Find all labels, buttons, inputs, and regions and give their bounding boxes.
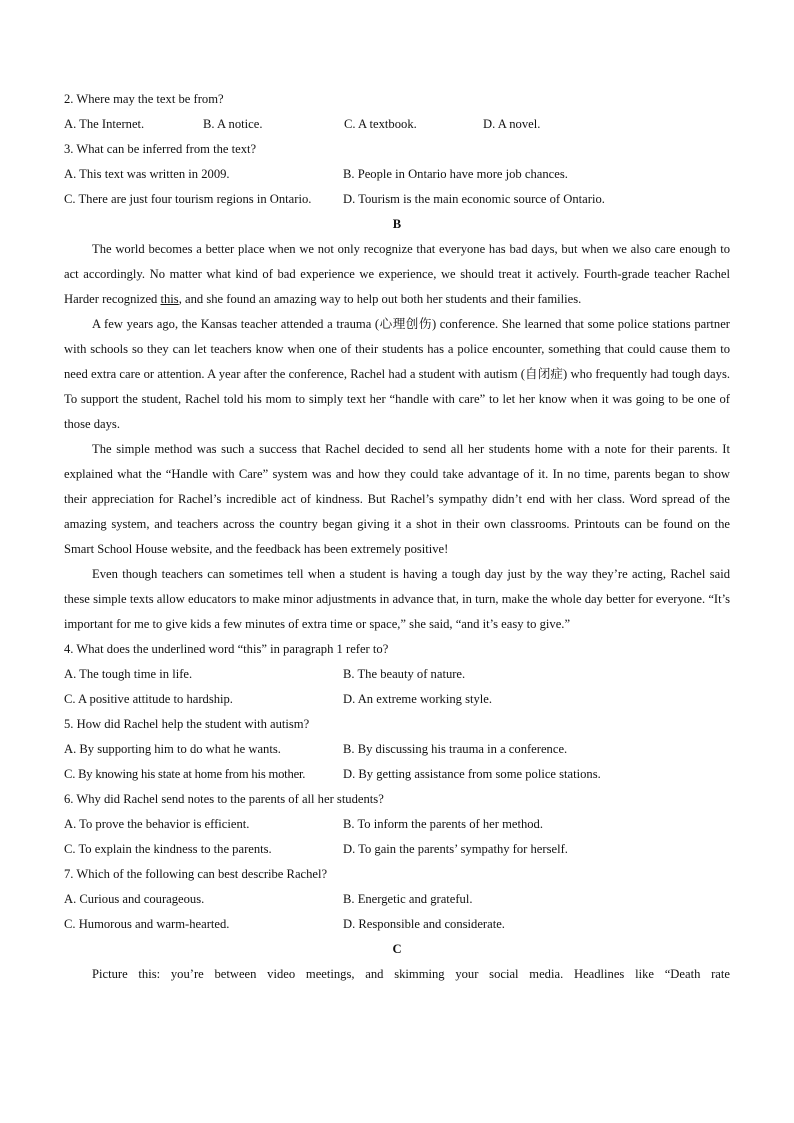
question-5-options-row2 <box>64 762 730 787</box>
section-b-paragraph-1 <box>64 237 730 312</box>
question-3-options-row2 <box>64 187 730 212</box>
q5-option-d[interactable]: D. By getting assistance from some police stations. <box>343 767 601 781</box>
question-2-stem: 2. Where may the text be from? <box>64 92 224 106</box>
section-b-heading: B <box>392 217 402 231</box>
q4-option-b[interactable]: B. The beauty of nature. <box>343 667 466 681</box>
q6-option-b[interactable]: B. To inform the parents of her method. <box>343 817 543 831</box>
question-7-stem: 7. Which of the following can best describe Rachel? <box>64 867 328 881</box>
p1-text-after: , and she found an amazing way to help out both her students and their families. <box>178 292 582 306</box>
q2-option-d[interactable]: D. A novel. <box>483 117 541 131</box>
q3-option-b[interactable]: B. People in Ontario have more job chances. <box>343 167 568 181</box>
q7-option-d[interactable]: D. Responsible and considerate. <box>343 917 505 931</box>
q5-option-c[interactable]: C. By knowing his state at home from his mother. <box>64 767 306 781</box>
question-4-stem: 4. What does the underlined word “this” in paragraph 1 refer to? <box>64 642 389 656</box>
q6-option-c[interactable]: C. To explain the kindness to the parents. <box>64 842 272 856</box>
section-b-paragraph-3: The simple method was such a success that Rachel decided to send all her students home with a note for their parents. It explained what the “Handle with Care” system was and how they could take advantage of it. In no time, parents began to show their appreciation for Rachel’s incredible act of kindness. But Rachel’s sympathy didn’t end with her class. Word spread of the amazing system, and teachers across the country began giving it a shot in their own classrooms. Printouts can be found on the Smart School House website, and the feedback has been extremely positive! <box>64 442 730 556</box>
q2-option-b[interactable]: B. A notice. <box>203 117 263 131</box>
question-6-stem: 6. Why did Rachel send notes to the parents of all her students? <box>64 792 384 806</box>
q3-option-d[interactable]: D. Tourism is the main economic source of Ontario. <box>343 192 605 206</box>
q3-option-a[interactable]: A. This text was written in 2009. <box>64 167 230 181</box>
question-3-options-row1 <box>64 162 730 187</box>
question-7-options-row2 <box>64 912 730 937</box>
q7-option-c[interactable]: C. Humorous and warm-hearted. <box>64 917 230 931</box>
question-6-options-row2 <box>64 837 730 862</box>
question-5-stem: 5. How did Rachel help the student with autism? <box>64 717 310 731</box>
q2-option-c[interactable]: C. A textbook. <box>344 117 417 131</box>
question-7-options-row1 <box>64 887 730 912</box>
q6-option-d[interactable]: D. To gain the parents’ sympathy for herself. <box>343 842 568 856</box>
q3-option-c[interactable]: C. There are just four tourism regions in Ontario. <box>64 192 312 206</box>
q4-option-d[interactable]: D. An extreme working style. <box>343 692 492 706</box>
q4-option-c[interactable]: C. A positive attitude to hardship. <box>64 692 233 706</box>
question-5-options-row1 <box>64 737 730 762</box>
q7-option-a[interactable]: A. Curious and courageous. <box>64 892 205 906</box>
question-4-options-row2 <box>64 687 730 712</box>
q7-option-b[interactable]: B. Energetic and grateful. <box>343 892 473 906</box>
q4-option-a[interactable]: A. The tough time in life. <box>64 667 193 681</box>
section-c-paragraph-1: Picture this: you’re between video meetings, and skimming your social media. Headlines like “Death rate <box>92 967 730 981</box>
section-c-heading: C <box>392 942 402 956</box>
q5-option-a[interactable]: A. By supporting him to do what he wants. <box>64 742 281 756</box>
question-3-stem: 3. What can be inferred from the text? <box>64 142 257 156</box>
q6-option-a[interactable]: A. To prove the behavior is efficient. <box>64 817 250 831</box>
section-b-paragraph-4: Even though teachers can sometimes tell when a student is having a tough day just by the way they’re acting, Rachel said these simple texts allow educators to make minor adjustments in advance that, in turn, make the whole day better for everyone. “It’s important for me to give kids a few minutes of extra time or space,” she said, “and it’s easy to give.” <box>64 567 730 631</box>
section-b-paragraph-2: A few years ago, the Kansas teacher attended a trauma (心理创伤) conference. She learned that some police stations partner with schools so they can let teachers know when one of their students has a police encounter, something that could cause them to need extra care or attention. A year after the conference, Rachel had a student with autism (自闭症) who frequently had tough days. To support the student, Rachel told his mom to simply text her “handle with care” to let her know when it was going to be one of those days. <box>64 317 730 431</box>
exam-page <box>64 87 730 987</box>
question-4-options-row1 <box>64 662 730 687</box>
underlined-word-this: this <box>160 292 179 306</box>
q2-option-a[interactable]: A. The Internet. <box>64 117 145 131</box>
q5-option-b[interactable]: B. By discussing his trauma in a conference. <box>343 742 568 756</box>
p1-text-before: The world becomes a better place when we not only recognize that everyone has bad days, but when we also care enough to act accordingly. No matter what kind of bad experience we experience, we should treat it actively. Fourth-grade teacher Rachel Harder recognized <box>64 242 730 306</box>
question-6-options-row1 <box>64 812 730 837</box>
question-2-options <box>64 112 730 137</box>
